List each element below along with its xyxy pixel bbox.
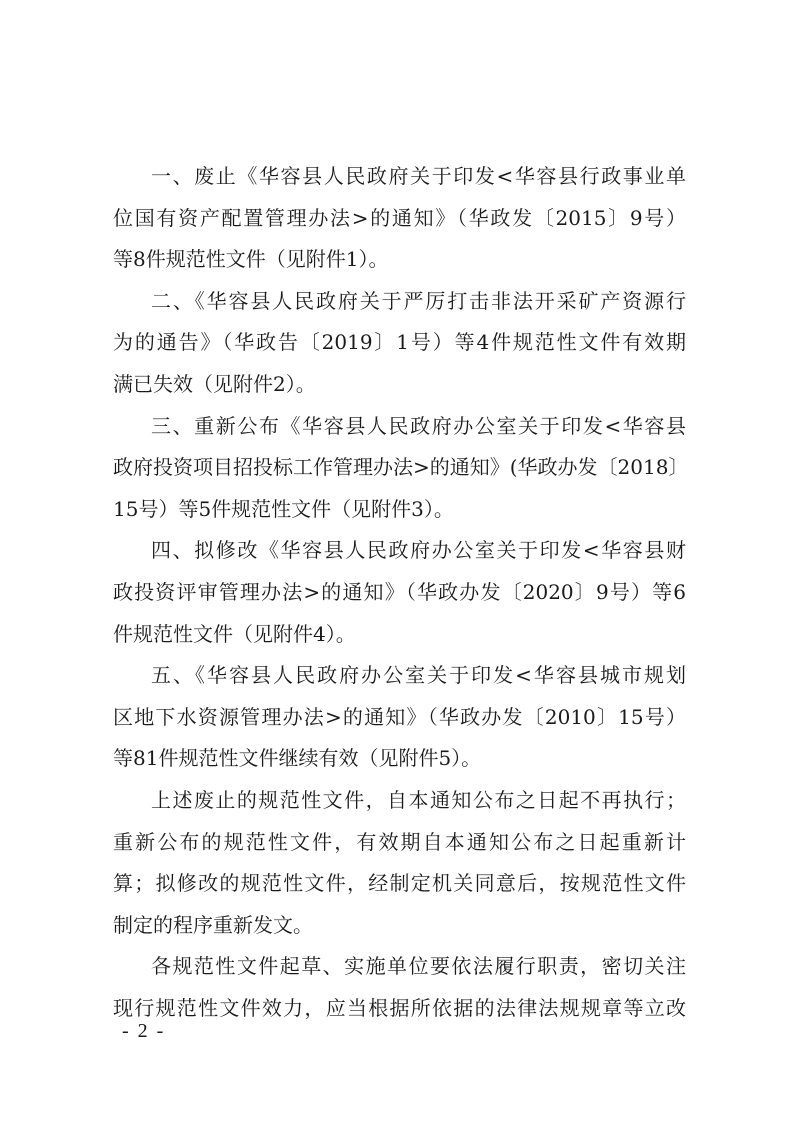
paragraph — [113, 946, 686, 1029]
text-line: 区地下水资源管理办法>的通知》（华政办发〔2010〕15号） — [113, 704, 686, 729]
paragraph — [113, 780, 686, 946]
text-line: 等81件规范性文件继续有效（见附件5）。 — [113, 746, 482, 771]
text-line: 满已失效（见附件2）。 — [113, 371, 316, 396]
text-line: 为的通告》（华政告〔2019〕1号）等4件规范性文件有效期 — [113, 330, 686, 355]
text-line: 算；拟修改的规范性文件，经制定机关同意后，按规范性文件 — [113, 871, 686, 896]
page-number: - 2 - — [122, 1020, 166, 1042]
text-line: 三、重新公布《华容县人民政府办公室关于印发<华容县 — [151, 413, 686, 438]
text-line: 件规范性文件（见附件4）。 — [113, 621, 356, 646]
text-line: 重新公布的规范性文件，有效期自本通知公布之日起重新计 — [113, 829, 686, 854]
text-line: 一、废止《华容县人民政府关于印发<华容县行政事业单 — [151, 164, 686, 188]
text-line: 15号）等5件规范性文件（见附件3）。 — [113, 496, 454, 521]
paragraph — [113, 281, 686, 406]
paragraph — [113, 655, 686, 780]
text-line: 现行规范性文件效力，应当根据所依据的法律法规规章等立改 — [113, 995, 686, 1020]
text-line: 二、《华容县人民政府关于严厉打击非法开采矿产资源行 — [151, 288, 686, 313]
text-line: 各规范性文件起草、实施单位要依法履行职责，密切关注 — [151, 954, 686, 979]
text-line: 五、《华容县人民政府办公室关于印发<华容县城市规划 — [151, 663, 686, 688]
paragraph — [113, 530, 686, 655]
text-line: 制定的程序重新发文。 — [113, 912, 313, 937]
text-line: 政府投资项目招投标工作管理办法>的通知》(华政办发〔2018〕 — [113, 455, 689, 480]
document-body — [113, 156, 689, 1029]
text-line: 等8件规范性文件（见附件1）。 — [113, 247, 389, 272]
text-line: 上述废止的规范性文件，自本通知公布之日起不再执行； — [151, 787, 686, 812]
paragraph — [113, 156, 686, 281]
text-line: 政投资评审管理办法>的通知》（华政办发〔2020〕9号）等6 — [113, 579, 686, 604]
paragraph — [113, 406, 689, 531]
text-line: 位国有资产配置管理办法>的通知》（华政发〔2015〕9号） — [113, 205, 686, 230]
text-line: 四、拟修改《华容县人民政府办公室关于印发<华容县财 — [151, 538, 686, 563]
